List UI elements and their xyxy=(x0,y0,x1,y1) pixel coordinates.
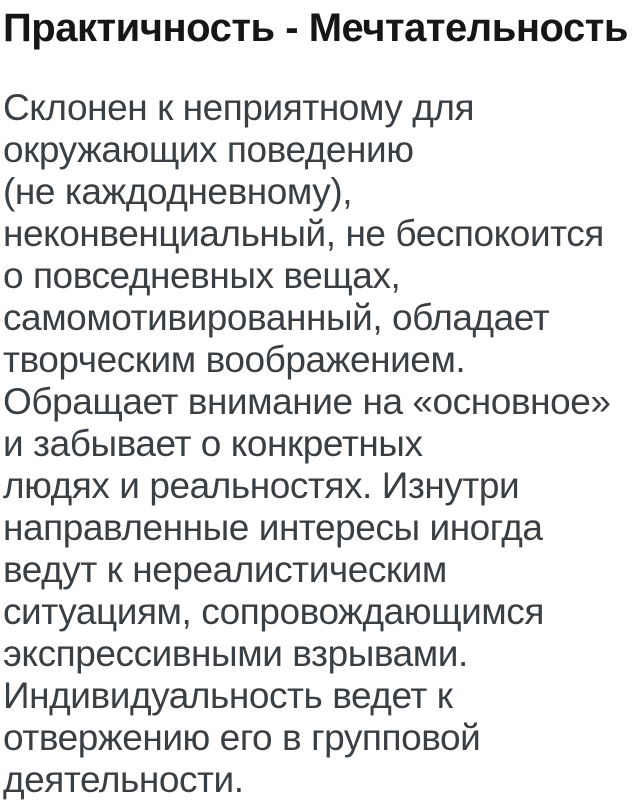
body-line: Индивидуальность ведет к xyxy=(3,675,453,716)
body-line: Обращает внимание на «основное» xyxy=(3,381,611,422)
body-line: неконвенциальный, не беспокоится xyxy=(3,213,604,254)
body-line: людях и реальностях. Изнутри xyxy=(3,465,520,506)
body-line: о повседневных вещах, xyxy=(3,255,401,296)
body-line: и забывает о конкретных xyxy=(3,423,423,464)
body-line: деятельности. xyxy=(3,759,244,800)
body-line: ведут к нереалистическим xyxy=(3,549,447,590)
body-line: окружающих поведению xyxy=(3,129,414,170)
body-line: экспрессивными взрывами. xyxy=(3,633,468,674)
description-text xyxy=(0,87,634,801)
body-line: (не каждодневному), xyxy=(3,171,353,212)
body-line: отвержению его в групповой xyxy=(3,717,481,758)
body-line: Склонен к неприятному для xyxy=(3,87,475,128)
body-line: направленные интересы иногда xyxy=(3,507,543,548)
body-line: самомотивированный, обладает xyxy=(3,297,550,338)
body-line: ситуациям, сопровождающимся xyxy=(3,591,544,632)
page-title: Практичность - Мечтательность xyxy=(3,6,628,50)
body-line: творческим воображением. xyxy=(3,339,466,380)
